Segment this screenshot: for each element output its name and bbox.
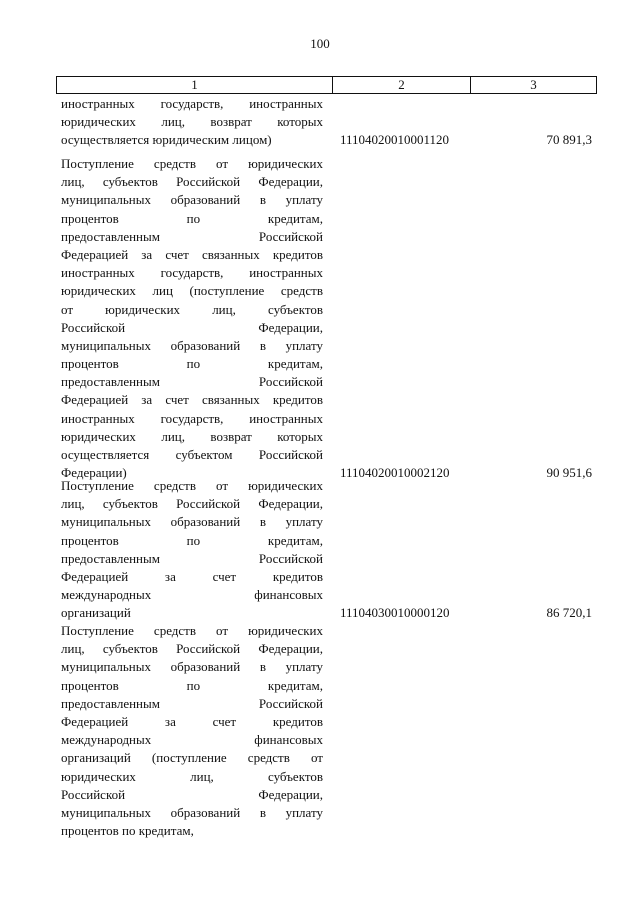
amount-value: 90 951,6 <box>546 465 592 481</box>
description-line: муниципальных образований в уплату <box>61 337 323 353</box>
description-line: муниципальных образований в уплату <box>61 514 323 530</box>
description-line: юридических лиц, субъектов <box>61 768 323 784</box>
description-line: иностранных государств, иностранных <box>61 265 323 281</box>
description-line: Поступление средств от юридических <box>61 623 323 638</box>
budget-code: 11104030010000120 <box>340 605 450 621</box>
description-line: предоставленным Российской <box>61 695 323 711</box>
description-line: организаций (поступление средств от <box>61 750 323 766</box>
description-line: осуществляется субъектом Российской <box>61 447 323 462</box>
description-line: муниципальных образований в уплату <box>61 804 323 820</box>
row-description <box>61 477 323 623</box>
column-header-2: 2 <box>333 77 471 93</box>
description-line: лиц, субъектов Российской Федерации, <box>61 496 323 512</box>
budget-code: 11104020010001120 <box>340 132 450 148</box>
description-line: международных финансовых <box>61 732 323 748</box>
table-header <box>56 76 597 94</box>
description-line: от юридических лиц, субъектов <box>61 301 323 317</box>
description-line: Федерацией за счет связанных кредитов <box>61 246 323 262</box>
description-line: процентов по кредитам, <box>61 356 323 372</box>
description-line: осуществляется юридическим лицом) <box>61 132 272 148</box>
description-line: Российской Федерации, <box>61 319 323 335</box>
row-description <box>61 155 323 482</box>
page-number: 100 <box>310 36 330 51</box>
description-line: международных финансовых <box>61 587 323 603</box>
column-header-1: 1 <box>57 77 333 93</box>
column-header-3: 3 <box>530 77 537 92</box>
description-line: процентов по кредитам, <box>61 532 323 548</box>
description-line: муниципальных образований в уплату <box>61 659 323 675</box>
description-line: организаций <box>61 605 131 621</box>
description-line: муниципальных образований в уплату <box>61 192 323 208</box>
description-line: Российской Федерации, <box>61 786 323 802</box>
row-description <box>61 622 323 840</box>
row-description <box>61 95 323 150</box>
description-line: Федерацией за счет кредитов <box>61 568 323 584</box>
description-line: Поступление средств от юридических <box>61 478 323 493</box>
description-line: Федерации) <box>61 465 127 481</box>
description-line: предоставленным Российской <box>61 228 323 244</box>
amount-value: 70 891,3 <box>546 132 592 148</box>
description-line: предоставленным Российской <box>61 550 323 566</box>
description-line: процентов по кредитам, <box>61 210 323 226</box>
description-line: юридических лиц (поступление средств <box>61 283 323 299</box>
description-line: юридических лиц, возврат которых <box>61 428 323 444</box>
description-line: процентов по кредитам, <box>61 677 323 693</box>
description-line: Федерацией за счет кредитов <box>61 713 323 729</box>
description-line: Федерацией за счет связанных кредитов <box>61 392 323 408</box>
description-line: Поступление средств от юридических <box>61 156 323 171</box>
description-line: иностранных государств, иностранных <box>61 410 323 426</box>
description-line: иностранных государств, иностранных <box>61 96 323 111</box>
description-line: процентов по кредитам, <box>61 823 194 839</box>
amount-value: 86 720,1 <box>546 605 592 621</box>
description-line: предоставленным Российской <box>61 374 323 390</box>
description-line: юридических лиц, возврат которых <box>61 114 323 130</box>
budget-code: 11104020010002120 <box>340 465 450 481</box>
description-line: лиц, субъектов Российской Федерации, <box>61 641 323 657</box>
description-line: лиц, субъектов Российской Федерации, <box>61 174 323 190</box>
